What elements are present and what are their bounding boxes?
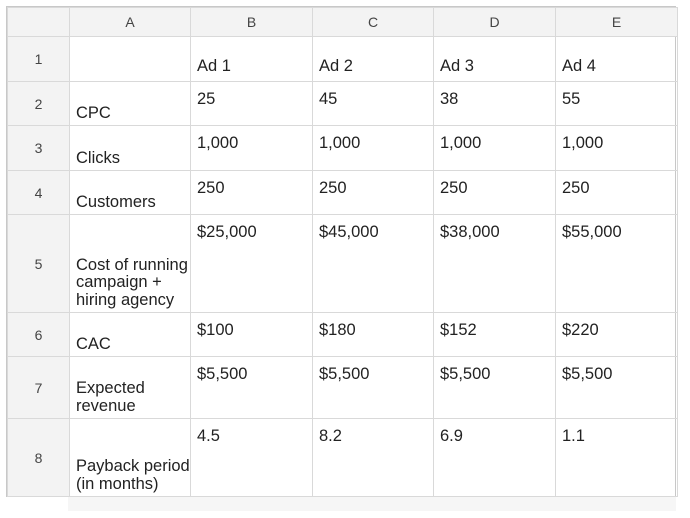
cell-e7[interactable]: $5,500 — [556, 357, 678, 419]
cell-e6[interactable]: $220 — [556, 313, 678, 357]
row-header-4[interactable]: 4 — [8, 171, 70, 215]
cell-e3[interactable]: 1,000 — [556, 126, 678, 171]
cell-c7[interactable]: $5,500 — [313, 357, 434, 419]
cell-d5[interactable]: $38,000 — [434, 215, 556, 313]
cell-b7[interactable]: $5,500 — [191, 357, 313, 419]
cell-a8[interactable]: Payback period (in months) — [70, 419, 191, 497]
table-row — [8, 313, 678, 357]
table-row — [8, 419, 678, 497]
cell-d1[interactable] — [434, 37, 556, 82]
horizontal-scroll-area[interactable] — [68, 497, 676, 511]
sheet-table — [7, 7, 678, 497]
cell-a1[interactable] — [70, 37, 191, 82]
cell-c2[interactable]: 45 — [313, 82, 434, 126]
row-header-2[interactable]: 2 — [8, 82, 70, 126]
cell-d1-value: Ad 3 — [440, 57, 474, 75]
cell-a5[interactable]: Cost of running campaign + hiring agency — [70, 215, 191, 313]
cell-a3[interactable]: Clicks — [70, 126, 191, 171]
cell-a4[interactable]: Customers — [70, 171, 191, 215]
cell-e5[interactable]: $55,000 — [556, 215, 678, 313]
cell-a7[interactable]: Expected revenue — [70, 357, 191, 419]
table-row — [8, 126, 678, 171]
row-header-5[interactable]: 5 — [8, 215, 70, 313]
cell-c1-value: Ad 2 — [319, 57, 353, 75]
cell-e1-value: Ad 4 — [562, 57, 596, 75]
cell-d4[interactable]: 250 — [434, 171, 556, 215]
cell-e4[interactable]: 250 — [556, 171, 678, 215]
column-header-row — [8, 8, 678, 37]
cell-d8[interactable]: 6.9 — [434, 419, 556, 497]
cell-d2[interactable]: 38 — [434, 82, 556, 126]
table-row — [8, 171, 678, 215]
cell-e8[interactable]: 1.1 — [556, 419, 678, 497]
table-row — [8, 357, 678, 419]
cell-b6[interactable]: $100 — [191, 313, 313, 357]
row-header-7[interactable]: 7 — [8, 357, 70, 419]
select-all-corner[interactable] — [8, 8, 70, 37]
cell-b1[interactable] — [191, 37, 313, 82]
cell-b4[interactable]: 250 — [191, 171, 313, 215]
table-row — [8, 82, 678, 126]
cell-a2[interactable]: CPC — [70, 82, 191, 126]
cell-c6[interactable]: $180 — [313, 313, 434, 357]
cell-c4[interactable]: 250 — [313, 171, 434, 215]
row-header-3[interactable]: 3 — [8, 126, 70, 171]
cell-b5[interactable]: $25,000 — [191, 215, 313, 313]
row-header-1[interactable]: 1 — [8, 37, 70, 82]
cell-c1[interactable] — [313, 37, 434, 82]
column-header-d[interactable]: D — [434, 8, 556, 37]
row-header-6[interactable]: 6 — [8, 313, 70, 357]
cell-b8[interactable]: 4.5 — [191, 419, 313, 497]
spreadsheet-grid — [6, 6, 676, 497]
cell-c5[interactable]: $45,000 — [313, 215, 434, 313]
cell-b3[interactable]: 1,000 — [191, 126, 313, 171]
column-header-c[interactable]: C — [313, 8, 434, 37]
cell-d6[interactable]: $152 — [434, 313, 556, 357]
row-header-8[interactable]: 8 — [8, 419, 70, 497]
table-row — [8, 215, 678, 313]
cell-c8[interactable]: 8.2 — [313, 419, 434, 497]
cell-d3[interactable]: 1,000 — [434, 126, 556, 171]
column-header-e[interactable]: E — [556, 8, 678, 37]
cell-e1[interactable] — [556, 37, 678, 82]
column-header-b[interactable]: B — [191, 8, 313, 37]
cell-c3[interactable]: 1,000 — [313, 126, 434, 171]
cell-a6[interactable]: CAC — [70, 313, 191, 357]
column-header-a[interactable]: A — [70, 8, 191, 37]
cell-d7[interactable]: $5,500 — [434, 357, 556, 419]
cell-b1-value: Ad 1 — [197, 57, 231, 75]
table-row — [8, 37, 678, 82]
cell-b2[interactable]: 25 — [191, 82, 313, 126]
cell-e2[interactable]: 55 — [556, 82, 678, 126]
